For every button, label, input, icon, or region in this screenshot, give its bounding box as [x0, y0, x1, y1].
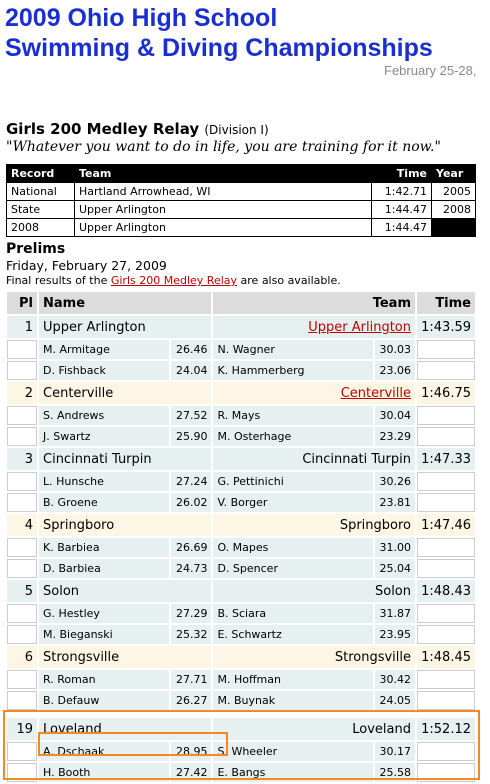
- record-year: 2008: [432, 201, 476, 219]
- record-type: State: [7, 201, 75, 219]
- gap-cell: [7, 712, 475, 716]
- records-header-row: [7, 165, 476, 183]
- relay-time: 1:43.59: [417, 316, 475, 338]
- swimmer-name: S. Wheeler: [213, 742, 373, 761]
- swimmer-name: D. Fishback: [39, 361, 169, 380]
- swimmer-row: [7, 427, 475, 446]
- swimmer-blank-left: [7, 559, 37, 578]
- relay-time: 1:52.12: [417, 718, 475, 740]
- relay-team-row: [7, 514, 475, 536]
- swimmer-name: B. Defauw: [39, 691, 169, 710]
- relay-name: Loveland: [39, 718, 211, 740]
- relay-team-cell[interactable]: [213, 382, 415, 404]
- swimmer-blank-left: [7, 361, 37, 380]
- relay-team-row: [7, 580, 475, 602]
- final-results-note: [6, 274, 341, 287]
- swimmer-blank-right: [417, 670, 475, 689]
- record-team: Upper Arlington: [75, 201, 372, 219]
- swimmer-blank-left: [7, 691, 37, 710]
- swimmer-split: 30.42: [375, 670, 415, 689]
- swimmer-split: 25.58: [375, 763, 415, 782]
- swimmer-blank-left: [7, 742, 37, 761]
- swimmer-split: 31.00: [375, 538, 415, 557]
- swimmer-name: S. Andrews: [39, 406, 169, 425]
- swimmer-split: 30.04: [375, 406, 415, 425]
- swimmer-split: 26.69: [171, 538, 211, 557]
- swimmer-name: G. Hestley: [39, 604, 169, 623]
- relay-team-cell: Solon: [213, 580, 415, 602]
- results-header-row: [7, 292, 475, 314]
- records-col-record: Record: [7, 165, 75, 183]
- results-col-time: Time: [417, 292, 475, 314]
- swimmer-split: 27.24: [171, 472, 211, 491]
- relay-name: Solon: [39, 580, 211, 602]
- swimmer-blank-left: [7, 406, 37, 425]
- swimmer-split: 25.32: [171, 625, 211, 644]
- swimmer-name: R. Roman: [39, 670, 169, 689]
- swimmer-row: [7, 670, 475, 689]
- swimmer-blank-right: [417, 604, 475, 623]
- relay-team-cell: Strongsville: [213, 646, 415, 668]
- swimmer-split: 23.81: [375, 493, 415, 512]
- swimmer-split: 23.06: [375, 361, 415, 380]
- swimmer-blank-right: [417, 625, 475, 644]
- records-col-team: Team: [75, 165, 372, 183]
- swimmer-row: [7, 538, 475, 557]
- records-col-year: Year: [432, 165, 476, 183]
- swimmer-name: M. Bieganski: [39, 625, 169, 644]
- relay-place: 5: [7, 580, 37, 602]
- swimmer-blank-right: [417, 340, 475, 359]
- page-title-line1: 2009 Ohio High School: [5, 4, 278, 32]
- prelims-date: Friday, February 27, 2009: [6, 258, 167, 273]
- swimmer-row: [7, 361, 475, 380]
- swimmer-blank-left: [7, 427, 37, 446]
- records-row-national: [7, 183, 476, 201]
- swimmer-split: 23.29: [375, 427, 415, 446]
- relay-time: 1:48.43: [417, 580, 475, 602]
- swimmer-row: [7, 763, 475, 782]
- swimmer-split: 25.04: [375, 559, 415, 578]
- swimmer-split: 24.04: [171, 361, 211, 380]
- relay-place: 6: [7, 646, 37, 668]
- relay-team-cell: Cincinnati Turpin: [213, 448, 415, 470]
- relay-time: 1:46.75: [417, 382, 475, 404]
- swimmer-name: O. Mapes: [213, 538, 373, 557]
- swimmer-row: [7, 625, 475, 644]
- swimmer-split: 26.02: [171, 493, 211, 512]
- record-year: 2005: [432, 183, 476, 201]
- swimmer-split: 27.52: [171, 406, 211, 425]
- swimmer-row: [7, 604, 475, 623]
- records-row-2008: [7, 219, 476, 237]
- swimmer-blank-left: [7, 340, 37, 359]
- swimmer-name: E. Bangs: [213, 763, 373, 782]
- event-dates: February 25-28,: [384, 63, 477, 78]
- swimmer-split: 26.46: [171, 340, 211, 359]
- swimmer-split: 28.95: [171, 742, 211, 761]
- swimmer-name: B. Sciara: [213, 604, 373, 623]
- swimmer-blank-left: [7, 538, 37, 557]
- swimmer-blank-right: [417, 472, 475, 491]
- page-title-line2: Swimming & Diving Championships: [5, 34, 433, 62]
- results-col-team: Team: [213, 292, 415, 314]
- swimmer-name: M. Armitage: [39, 340, 169, 359]
- swimmer-split: 27.29: [171, 604, 211, 623]
- relay-name: Centerville: [39, 382, 211, 404]
- swimmer-name: M. Hoffman: [213, 670, 373, 689]
- relay-team-row: [7, 382, 475, 404]
- swimmer-blank-right: [417, 742, 475, 761]
- swimmer-row: [7, 691, 475, 710]
- event-name: Girls 200 Medley Relay: [6, 120, 200, 138]
- records-table: [6, 164, 476, 237]
- relay-place: 4: [7, 514, 37, 536]
- record-time: 1:44.47: [372, 219, 432, 237]
- relay-team-row: [7, 448, 475, 470]
- record-time: 1:44.47: [372, 201, 432, 219]
- relay-name: Upper Arlington: [39, 316, 211, 338]
- relay-time: 1:48.45: [417, 646, 475, 668]
- swimmer-row: [7, 472, 475, 491]
- swimmer-split: 30.17: [375, 742, 415, 761]
- page-header: [0, 0, 490, 84]
- swimmer-name: A. Dschaak: [39, 742, 169, 761]
- results-table: [5, 290, 477, 784]
- swimmer-blank-right: [417, 406, 475, 425]
- swimmer-name: L. Hunsche: [39, 472, 169, 491]
- relay-place: 19: [7, 718, 37, 740]
- relay-name: Springboro: [39, 514, 211, 536]
- swimmer-name: V. Borger: [213, 493, 373, 512]
- swimmer-split: 26.27: [171, 691, 211, 710]
- swimmer-split: 30.26: [375, 472, 415, 491]
- swimmer-name: B. Groene: [39, 493, 169, 512]
- swimmer-name: M. Osterhage: [213, 427, 373, 446]
- swimmer-split: 25.90: [171, 427, 211, 446]
- swimmer-split: 24.05: [375, 691, 415, 710]
- relay-time: 1:47.33: [417, 448, 475, 470]
- team-link[interactable]: Centerville: [340, 385, 411, 401]
- record-type: National: [7, 183, 75, 201]
- relay-place: 3: [7, 448, 37, 470]
- swimmer-row: [7, 493, 475, 512]
- swimmer-row: [7, 340, 475, 359]
- records-row-state: [7, 201, 476, 219]
- event-division: (Division I): [204, 123, 269, 137]
- final-note-prefix: Final results of the: [6, 274, 111, 287]
- swimmer-row: [7, 742, 475, 761]
- swimmer-split: 30.03: [375, 340, 415, 359]
- record-year-blank: [432, 219, 476, 237]
- relay-place: 1: [7, 316, 37, 338]
- swimmer-blank-right: [417, 427, 475, 446]
- swimmer-blank-left: [7, 604, 37, 623]
- record-type: 2008: [7, 219, 75, 237]
- swimmer-name: G. Pettinichi: [213, 472, 373, 491]
- swimmer-blank-left: [7, 625, 37, 644]
- swimmer-name: K. Barbiea: [39, 538, 169, 557]
- swimmer-blank-left: [7, 670, 37, 689]
- swimmer-blank-right: [417, 361, 475, 380]
- swimmer-name: K. Hammerberg: [213, 361, 373, 380]
- record-team: Hartland Arrowhead, WI: [75, 183, 372, 201]
- relay-team-cell: Springboro: [213, 514, 415, 536]
- swimmer-split: 27.71: [171, 670, 211, 689]
- swimmer-name: R. Mays: [213, 406, 373, 425]
- results-col-place: Pl: [7, 292, 37, 314]
- relay-team-row: [7, 646, 475, 668]
- motivational-quote: "Whatever you want to do in life, you are training for it now.": [6, 139, 441, 155]
- swimmer-split: 23.95: [375, 625, 415, 644]
- swimmer-name: M. Buynak: [213, 691, 373, 710]
- relay-team-cell[interactable]: [213, 316, 415, 338]
- swimmer-name: E. Schwartz: [213, 625, 373, 644]
- swimmer-blank-left: [7, 472, 37, 491]
- swimmer-split: 24.73: [171, 559, 211, 578]
- swimmer-name: D. Spencer: [213, 559, 373, 578]
- swimmer-blank-right: [417, 493, 475, 512]
- final-note-suffix: are also available.: [237, 274, 341, 287]
- swimmer-split: 27.42: [171, 763, 211, 782]
- swimmer-name: H. Booth: [39, 763, 169, 782]
- records-col-time: Time: [372, 165, 432, 183]
- swimmer-split: 31.87: [375, 604, 415, 623]
- event-title: [6, 120, 269, 138]
- relay-team-row: [7, 316, 475, 338]
- swimmer-blank-left: [7, 493, 37, 512]
- team-link[interactable]: Upper Arlington: [308, 319, 411, 335]
- results-gap-row: [7, 712, 475, 716]
- swimmer-blank-left: [7, 763, 37, 782]
- relay-time: 1:47.46: [417, 514, 475, 536]
- swimmer-row: [7, 559, 475, 578]
- swimmer-name: J. Swartz: [39, 427, 169, 446]
- relay-team-row: [7, 718, 475, 740]
- swimmer-blank-right: [417, 559, 475, 578]
- swimmer-name: D. Barbiea: [39, 559, 169, 578]
- swimmer-blank-right: [417, 763, 475, 782]
- swimmer-blank-right: [417, 538, 475, 557]
- final-results-link[interactable]: Girls 200 Medley Relay: [110, 274, 238, 287]
- results-col-name: Name: [39, 292, 211, 314]
- relay-place: 2: [7, 382, 37, 404]
- relay-name: Cincinnati Turpin: [39, 448, 211, 470]
- record-time: 1:42.71: [372, 183, 432, 201]
- prelims-heading: Prelims: [6, 241, 66, 257]
- record-team: Upper Arlington: [75, 219, 372, 237]
- swimmer-name: N. Wagner: [213, 340, 373, 359]
- swimmer-blank-right: [417, 691, 475, 710]
- relay-name: Strongsville: [39, 646, 211, 668]
- swimmer-row: [7, 406, 475, 425]
- relay-team-cell: Loveland: [213, 718, 415, 740]
